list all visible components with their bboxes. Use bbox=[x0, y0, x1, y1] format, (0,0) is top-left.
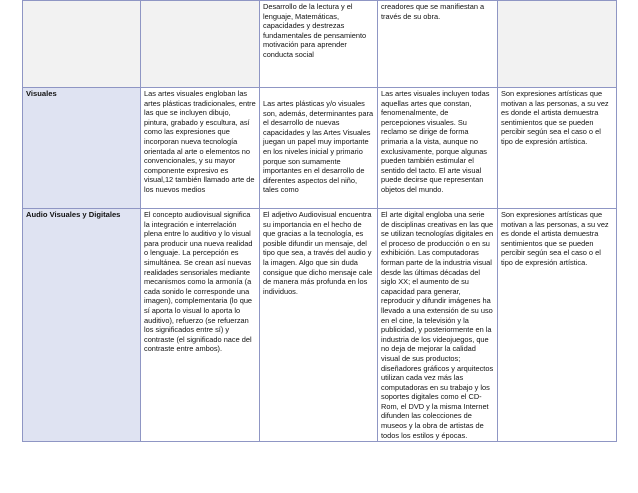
table-cell bbox=[141, 1, 260, 88]
table-cell: El adjetivo Audiovisual encuentra su importancia en el hecho de que gracias a la tecnología, es posible difundir un mensaje, del tipo que sea, a través del audio y la imagen. Algo que sin duda consigue que dicho mensaje cale de manera más profunda en los individuos. bbox=[260, 209, 378, 442]
table-row bbox=[23, 209, 617, 442]
arts-comparison-table bbox=[22, 0, 617, 442]
table-row bbox=[23, 1, 617, 88]
table-cell: Las artes visuales engloban las artes plásticas tradicionales, entre las que se incluyen dibujo, pintura, grabado y escultura, así como las expresiones que incorporan nueva tecnología orientada al arte o elementos no convencionales, y su mayor componente expresivo es visual,12 también llamado arte de los nuevos medios bbox=[141, 88, 260, 209]
table-cell bbox=[498, 1, 617, 88]
table-cell: El concepto audiovisual significa la integración e interrelación plena entre lo auditivo y lo visual para producir una nueva realidad o lenguaje. La percepción es simultánea. Se crean así nuevas realidades sensoriales mediante mecanismos como la armonía (a cada sonido le corresponde una imagen), complementaria (lo que sí aporta lo visual lo aporta lo auditivo), refuerzo (se refuerzan los significados entre sí) y contraste (el significado nace del contraste entre ambos). bbox=[141, 209, 260, 442]
table-cell: Las artes visuales incluyen todas aquellas artes que constan, fenomenalmente, de percepciones visuales. Su reclamo se dirige de forma primaria a la vista, aunque no exclusivamente, porque algunas pueden también estimular el sentido del tacto. El arte visual puede decirse que representan objetos del mundo. bbox=[378, 88, 498, 209]
table-cell: Son expresiones artísticas que motivan a las personas, a su vez es donde el artista demuestra sentimientos que se pueden percibir según sea el caso o el tipo de expresión artística. bbox=[498, 88, 617, 209]
table-cell: creadores que se manifiestan a través de su obra. bbox=[378, 1, 498, 88]
table-cell: Son expresiones artísticas que motivan a las personas, a su vez es donde el artista demuestra sentimientos que se pueden percibir según sea el caso o el tipo de expresión artística. bbox=[498, 209, 617, 442]
cell-text: Las artes plásticas y/o visuales son, además, determinantes para el desarrollo de nuevas capacidades y las Artes Visuales juegan un papel muy importante en los niveles inicial y primario porque son sumamente importantes en el desarrollo de diferentes aspectos del niño, tales como bbox=[263, 99, 374, 195]
table-row bbox=[23, 88, 617, 209]
row-label-audio-visuales: Audio Visuales y Digitales bbox=[23, 209, 141, 442]
table-cell: El arte digital engloba una serie de disciplinas creativas en las que se utilizan tecnologías digitales en el proceso de producción o en su exhibición. Las computadoras forman parte de la industria visual desde las últimas décadas del siglo XX; el aumento de su capacidad para generar, reproducir y difundir imágenes ha llevado a una extensión de su uso en el cine, la televisión y la publicidad, y posteriormente en la industria de los videojuegos, que no deja de mejorar la calidad visual de sus productos; diseñadores gráficos y arquitectos utilizan cada vez más las computadoras en su trabajo y los soportes digitales como el CD-Rom, el DVD y la misma Internet difunden las colecciones de museos y la obra de artistas de todos los estilos y épocas. bbox=[378, 209, 498, 442]
row-label-visuales: Visuales bbox=[23, 88, 141, 209]
row-label bbox=[23, 1, 141, 88]
table-cell bbox=[260, 88, 378, 209]
table-cell: Desarrollo de la lectura y el lenguaje, Matemáticas, capacidades y destrezas fundamentales de pensamiento motivación para aprender conducta social bbox=[260, 1, 378, 88]
